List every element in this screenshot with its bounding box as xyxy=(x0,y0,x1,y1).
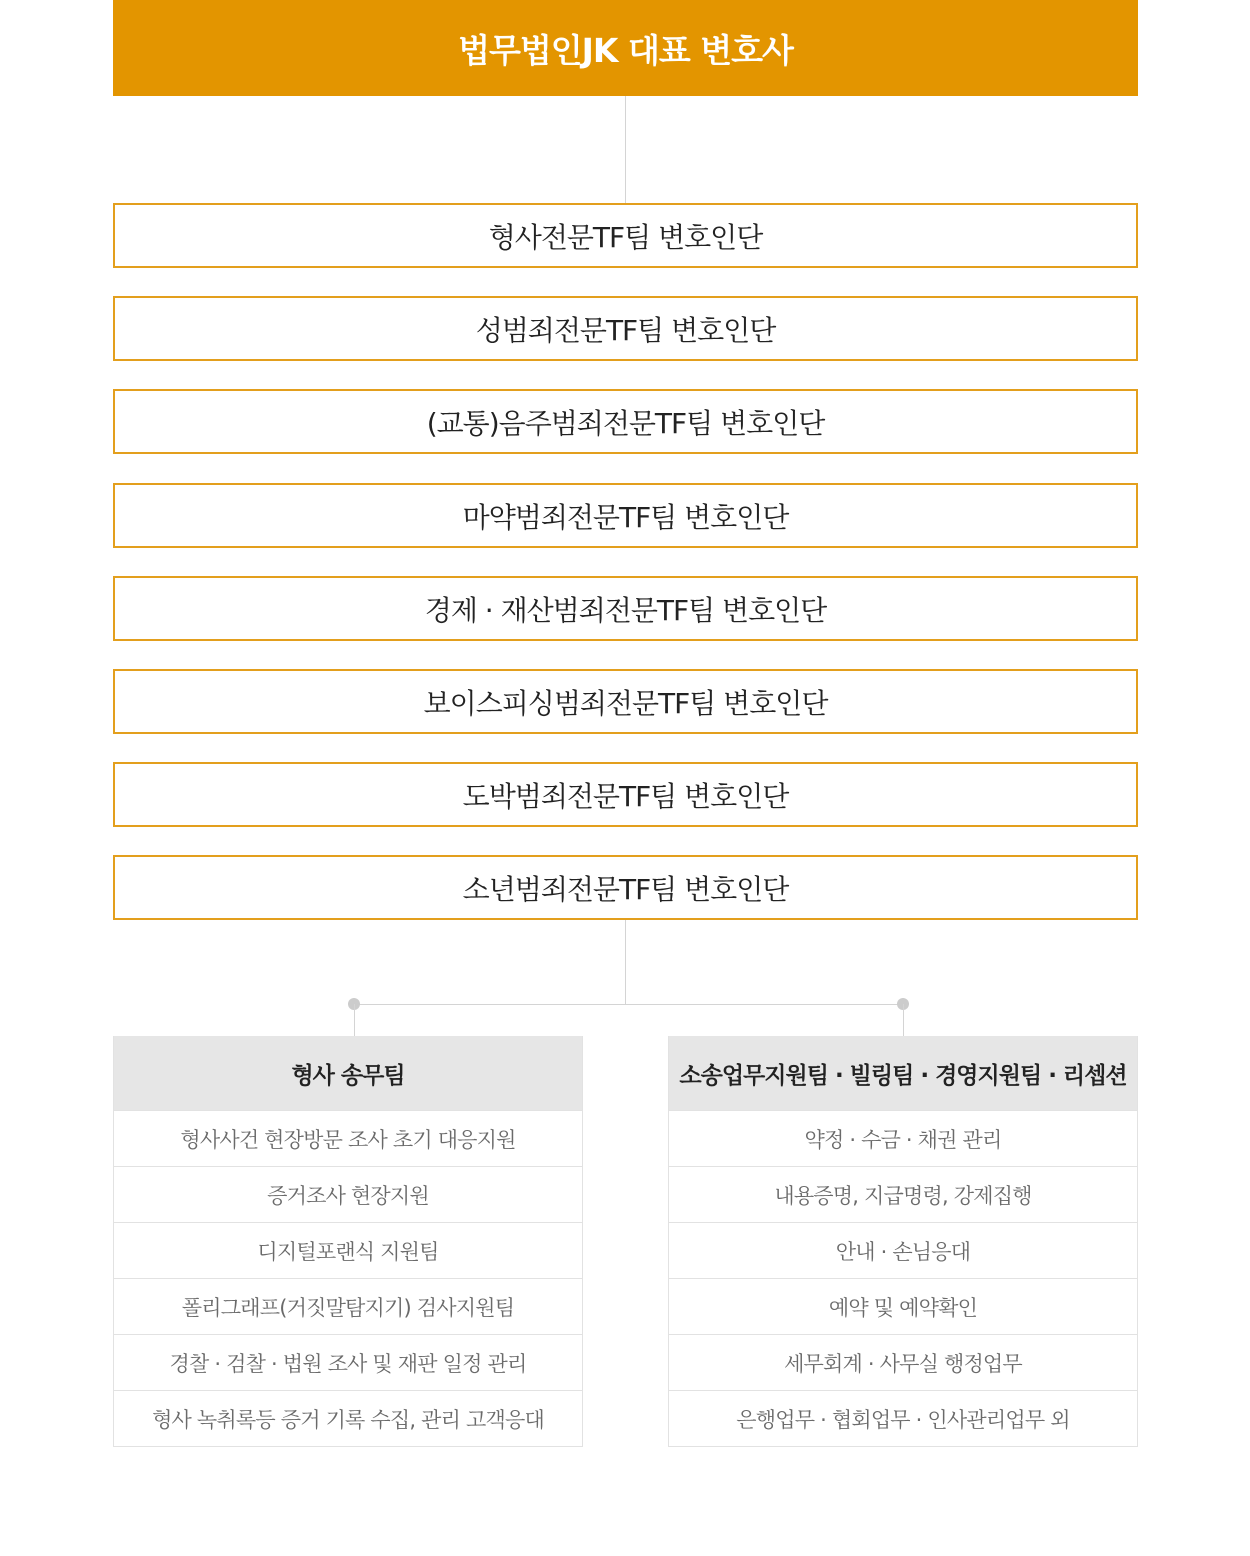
left-team-item: 폴리그래프(거짓말탐지기) 검사지원팀 xyxy=(114,1278,582,1334)
left-team-item: 형사사건 현장방문 조사 초기 대응지원 xyxy=(114,1110,582,1166)
head-lawyer-box xyxy=(113,0,1138,96)
left-team-title: 형사 송무팀 xyxy=(114,1036,582,1110)
right-team-item: 내용증명, 지급명령, 강제집행 xyxy=(669,1166,1137,1222)
left-team-item: 경찰 · 검찰 · 법원 조사 및 재판 일정 관리 xyxy=(114,1334,582,1390)
tf-team-label: 도박범죄전문TF팀 변호인단 xyxy=(462,779,789,813)
connector-left xyxy=(354,1004,355,1036)
tf-team-box xyxy=(113,855,1138,920)
tf-team-label: (교통)음주범죄전문TF팀 변호인단 xyxy=(426,406,825,440)
right-team-item: 안내 · 손님응대 xyxy=(669,1222,1137,1278)
tf-team-box xyxy=(113,669,1138,734)
tf-team-box xyxy=(113,203,1138,268)
head-lawyer-title: 법무법인JK 대표 변호사 xyxy=(458,30,793,70)
connector-right xyxy=(903,1004,904,1036)
left-team-panel xyxy=(113,1036,583,1447)
tf-team-box xyxy=(113,483,1138,548)
tf-team-label: 마약범죄전문TF팀 변호인단 xyxy=(462,500,789,534)
left-team-item: 형사 녹취록등 증거 기록 수집, 관리 고객응대 xyxy=(114,1390,582,1446)
right-team-item: 예약 및 예약확인 xyxy=(669,1278,1137,1334)
tf-team-label: 형사전문TF팀 변호인단 xyxy=(488,220,763,254)
connector-branch xyxy=(354,1004,904,1005)
tf-team-label: 소년범죄전문TF팀 변호인단 xyxy=(462,872,789,906)
right-team-item: 세무회계 · 사무실 행정업무 xyxy=(669,1334,1137,1390)
tf-team-label: 성범죄전문TF팀 변호인단 xyxy=(475,313,776,347)
right-team-panel xyxy=(668,1036,1138,1447)
tf-team-label: 경제 · 재산범죄전문TF팀 변호인단 xyxy=(424,593,827,627)
right-team-item: 약정 · 수금 · 채권 관리 xyxy=(669,1110,1137,1166)
tf-team-box xyxy=(113,762,1138,827)
right-team-title: 소송업무지원팀 · 빌링팀 · 경영지원팀 · 리셉션 xyxy=(669,1036,1137,1110)
left-team-item: 증거조사 현장지원 xyxy=(114,1166,582,1222)
connector-middle xyxy=(625,920,626,1004)
tf-team-box xyxy=(113,296,1138,361)
tf-team-label: 보이스피싱범죄전문TF팀 변호인단 xyxy=(423,686,828,720)
tf-team-box xyxy=(113,576,1138,641)
right-team-item: 은행업무 · 협회업무 · 인사관리업무 외 xyxy=(669,1390,1137,1446)
connector-top xyxy=(625,96,626,203)
tf-team-box xyxy=(113,389,1138,454)
left-team-item: 디지털포랜식 지원팀 xyxy=(114,1222,582,1278)
